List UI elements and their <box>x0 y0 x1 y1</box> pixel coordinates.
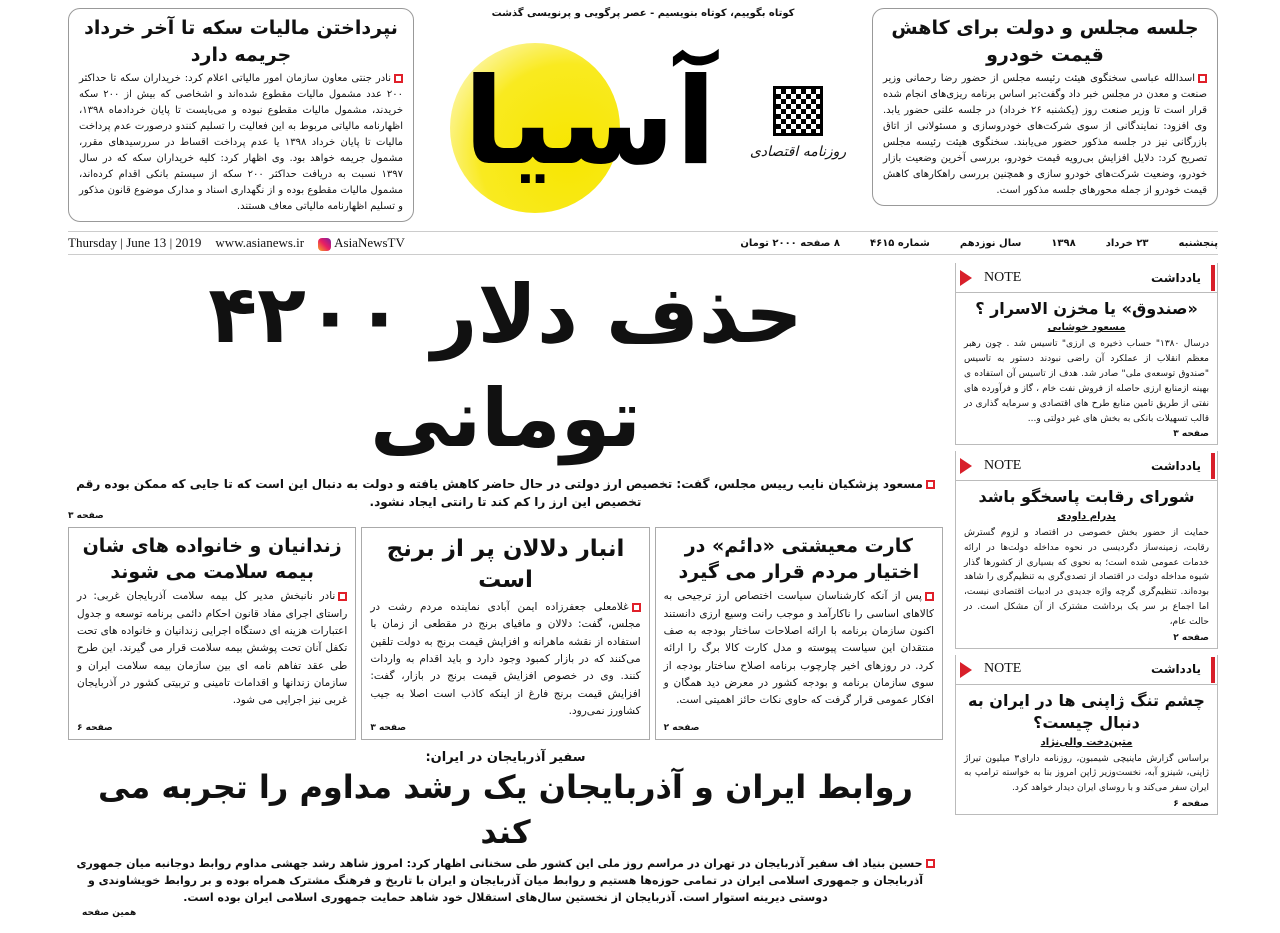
bottom-lead-text: حسین بنیاد اف سفیر آذربایجان در تهران در مراسم روز ملی این کشور طی سخنانی اظهار کرد: امروز شاهد رشد جهشی مداوم روابط دوجانبه میان جمهوری آذربایجان و جمهوری اسلامی ایران در تمامی حوزه‌ها هستیم و روابط میان آذربایجان و ایران با تاریخ و فرهنگ مشترک همراه بوده و بر روابط خویشاوندی و دوستی دیرینه استوار است. آذربایجان از نخستین سال‌های استقلال خود شاهد حمایت جمهوری اسلامی ایران بوده است. <box>76 856 924 904</box>
note-title: چشم تنگ ژاپنی ها در ایران به دنبال چیست؟ <box>968 690 1205 733</box>
right-box-body: اسدالله عباسی سخنگوی هیئت رئیسه مجلس از حضور رضا رحمانی وزیر صنعت و معدن در مجلس خبر داد وگفت:بر اساس برنامه ریزی‌های انجام شده قرار است تا وزیر صنعت روز (یکشنبه ۲۶ خرداد) در جلسه علنی حضور یابد. وی افزود: نمایندگانی از سوی شرکت‌های خودروسازی و مسئولانی از اتاق بازرگانی نیز در جلسه مذکور حضور می‌یابند. سخنگوی هیئت رئیسه مجلس تصریح کرد: دلایل افزایش بی‌رویه قیمت خودرو، بررسی آخرین وضعیت بازار خودرو، وضعیت شرکت‌های خودرو سازی و همچنین بررسی راهکارهای کاهش قیمت خودرو از جمله محورهای جلسه مذکور است. <box>883 73 1208 197</box>
main-page-ref: صفحه ۳ <box>68 511 104 521</box>
note-label-fa: یادداشت <box>1151 662 1201 677</box>
masthead-row <box>68 8 1218 223</box>
column-page-ref: صفحه ۳ <box>370 723 407 734</box>
weekday-en: Thursday <box>68 235 118 250</box>
right-box-title: جلسه مجلس و دولت برای کاهش قیمت خودرو <box>891 17 1199 66</box>
accent-bar <box>1211 265 1215 291</box>
bottom-story <box>68 750 943 918</box>
note-label-fa: یادداشت <box>1151 270 1201 285</box>
note-card <box>955 655 1218 815</box>
date-fa: ۲۳ خرداد <box>1105 237 1149 249</box>
accent-bar <box>1211 453 1215 479</box>
date-en: June 13 <box>126 235 167 250</box>
bullet-icon <box>1198 74 1207 83</box>
bullet-icon <box>925 592 934 601</box>
column-title: انبار دلالان پر از برنج است <box>386 536 625 594</box>
bullet-icon <box>926 480 935 489</box>
news-column <box>68 527 356 740</box>
pages-price: ۸ صفحه ۲۰۰۰ تومان <box>740 237 840 249</box>
instagram-icon <box>318 238 331 251</box>
note-card <box>955 451 1218 648</box>
website-link[interactable]: www.asianews.ir <box>215 235 305 250</box>
left-box-title: نپرداختن مالیات سکه تا آخر خرداد جریمه دارد <box>84 17 398 66</box>
logo-area <box>440 23 740 223</box>
year-en: 2019 <box>175 235 202 250</box>
bottom-kicker: سفیر آذربایجان در ایران: <box>425 750 586 766</box>
triangle-icon <box>960 270 972 286</box>
column-body: پس از آنکه کارشناسان سیاست اختصاص ارز ترجیحی به کالاهای اساسی را ناکارآمد و موجب رانت وسیع ارزی دانستند اکنون سازمان برنامه با ارائه اصلاحات ساختار بودجه به صف منتقدان این سیاست پیوسته و مدل کارت کالا برگ را ارائه کرد. در روزهای اخیر چارچوب برنامه اصلاح ساختار بودجه از سوی سازمان برنامه و بودجه کشور در معرض دید همگان و افکار عمومی قرار گرفت که حاوی نکات حائز اهمیتی است. <box>663 590 934 707</box>
bullet-icon <box>926 859 935 868</box>
logo-row <box>440 23 846 223</box>
note-author: مسعود خوشابی <box>1047 322 1126 334</box>
notes-sidebar <box>955 263 1218 815</box>
column-page-ref: صفحه ۶ <box>77 723 113 734</box>
year-fa: ۱۳۹۸ <box>1051 237 1076 249</box>
bottom-lead <box>68 855 943 906</box>
main-lead-text: مسعود پزشکیان نایب رییس مجلس، گفت: تخصیص ارز دولتی در حال حاضر کاهش یافته و دولت به دنبال این است که تا جایی که ممکن بوده رقم تخصیص این ارز را کم کند تا رانتی ایجاد نشود. <box>76 477 923 509</box>
note-author: پدرام داودی <box>1057 510 1116 522</box>
qr-code-icon <box>773 86 823 136</box>
accent-bar <box>1211 657 1215 683</box>
note-page-ref: صفحه ۳ <box>1173 429 1209 440</box>
column-body: غلامعلی جعفرزاده ایمن آبادی نماینده مردم رشت در مجلس، گفت: دلالان و مافیای برنج در مقطعی از زمان با استفاده از نقشه ماهرانه و افزایش قیمت برنج به دولت تلقین می‌کنند که در بازار کمبود وجود دارد و باید اقدام به واردات کنند. وی در خصوص افزایش قیمت برنج در بازار، گفت: افزایش قیمت برنج فارغ از اینکه کاذب است اصلا به جیب کشاورز نمی‌رود. <box>370 601 641 717</box>
front-page <box>68 0 1218 918</box>
column-page-ref: صفحه ۲ <box>663 723 700 734</box>
bullet-icon <box>632 603 641 612</box>
note-label-en: NOTE <box>984 457 1022 473</box>
masthead <box>420 8 866 223</box>
note-label-fa: یادداشت <box>1151 458 1201 473</box>
column-body: نادر نانبخش مدیر کل بیمه سلامت آذربایجان غربی: در راستای اجرای مفاد قانون احکام دائمی برنامه توسعه و جدول اعتبارات هزینه ای دستگاه اجرایی زندانیان و خانواده های تحت تکفل آنان تحت پوشش بیمه سلامت قرار می گیرند. این طرح طی عقد تفاهم نامه ای بین سازمان بیمه سلامت ایران و سازمان زندانها و اقدامات تامینی و تربیتی کشور در آذربایجان غربی نیز اجرایی می شود. <box>77 590 348 707</box>
note-label-en: NOTE <box>984 661 1022 677</box>
left-news-box <box>68 8 414 222</box>
instagram-handle[interactable]: AsiaNewsTV <box>334 235 405 250</box>
issue-number: شماره ۴۶۱۵ <box>870 237 930 249</box>
column-title: کارت معیشتی «دائم» در اختیار مردم قرار می گیرد <box>678 535 920 583</box>
volume: سال نوزدهم <box>959 237 1022 249</box>
right-news-box <box>872 8 1218 206</box>
masthead-tagline: کوتاه بگوییم، کوتاه بنویسیم - عصر پرگویی و پرنویسی گذشت <box>491 8 795 19</box>
logo-side <box>750 86 846 160</box>
note-body: براساس گزارش ماینیچی شیمبون، روزنامه دارای۳ میلیون تیراژ ژاپنی، شینزو آبه، نخست‌وزیر ژاپن امروز بنا به خواسته ترامپ به ایران سفر می‌کند و با روسای ایران دیدار خواهد کرد. <box>964 753 1210 794</box>
note-label-en: NOTE <box>984 269 1022 285</box>
bottom-headline: روابط ایران و آذربایجان یک رشد مداوم را تجربه می کند <box>98 768 913 852</box>
masthead-subtitle: روزنامه اقتصادی <box>749 144 847 160</box>
news-columns <box>68 527 943 740</box>
news-column <box>361 527 649 740</box>
main-headline: حذف دلار ۴۲۰۰ تومانی <box>208 268 803 465</box>
note-title: شورای رقابت پاسخگو باشد <box>978 487 1195 507</box>
note-body: درسال ۱۳۸۰" حساب ذخیره ی ارزی" تاسیس شد . چون رهبر معظم انقلاب از عملکرد آن راضی نبودند دستور به تاسیس "صندوق توسعه‌ی ملی" صادر شد. هدف از تاسیس آن استفاده ی بهینه ازمنابع ارزی حاصله از فروش نفت خام ، گاز و فرآورده های نفتی از طریق تامین منابع طرح های اقتصادی و سرمایه گذاری در قالب تسهیلات بانکی به بخش های غیر دولتی و... <box>964 339 1209 424</box>
note-body: حمایت از حضور بخش خصوصی در اقتصاد و لزوم گسترش رقابت، زمینه‌ساز دگردیسی در نحوه مداخله دولت‌ها در ارائه خدمات عمومی شده است؛ به نحوی که بسیاری از کشورها گذار شیوه مداخله دولت در اقتصاد از تصدی‌گری به تنظیم‌گری را شاهد بوده‌اند. تنظیم‌گری گرچه واژه جدیدی در ادبیات اقتصادی نیست، اما اجماع بر سر یک برداشت مشترک از آن مشکل است. در حالت عام، <box>964 527 1209 627</box>
info-bar: Thursday | June 13 | 2019 www.asianews.ir AsiaNewsTV پنجشنبه ۲۳ خرداد ۱۳۹۸ سال نوزدهم شماره ۴۶۱۵ ۸ صفحه ۲۰۰۰ تومان <box>68 231 1218 255</box>
column-title: زندانیان و خانواده های شان بیمه سلامت می شوند <box>82 535 342 583</box>
bullet-icon <box>394 74 403 83</box>
bottom-page-ref: همین صفحه <box>82 908 137 919</box>
note-author: متین‌دخت والی‌نژاد <box>1040 736 1133 748</box>
main-area <box>68 263 1218 918</box>
main-lead <box>68 475 943 511</box>
weekday-fa: پنجشنبه <box>1178 237 1218 249</box>
main-column <box>68 263 943 918</box>
triangle-icon <box>960 458 972 474</box>
note-card <box>955 263 1218 445</box>
bullet-icon <box>338 592 347 601</box>
note-page-ref: صفحه ۶ <box>1173 799 1209 810</box>
news-column <box>655 527 943 740</box>
note-page-ref: صفحه ۲ <box>1173 632 1209 643</box>
newspaper-logo: آسیا <box>463 53 717 192</box>
left-box-body: نادر جنتی معاون سازمان امور مالیاتی اعلام کرد: خریداران سکه تا حداکثر ۲۰۰ عدد مشمول مالیات مقطوع شده‌اند و اشخاصی که بیش از ۲۰۰ سکه خریدند، مشمول مالیات مقطوع نبوده و می‌بایست تا پایان خردادماه ۱۳۹۸، اظهارنامه مالیاتی مربوط به این فعالیت را تسلیم کنندو درصورت عدم پرداخت مالیات تا پایان خرداد ۱۳۹۸ یا عدم پرداخت اقساط در سررسیدهای مقرر، مشمول جریمه خواهد بود. وی اظهار کرد: کلیه خریداران سکه که در سال ۱۳۹۷ نسبت به دریافت حداکثر ۲۰۰ سکه از سیستم بانکی اقدام کرده‌اند، مشمول مالیات مقطوع بوده و از نگهداری اسناد و مدارک موضوع قانون مذکور و تسلیم اظهارنامه مالیاتی معاف هستند. <box>79 73 403 213</box>
note-title: «صندوق» یا مخزن الاسرار ؟ <box>975 299 1198 318</box>
triangle-icon <box>960 662 972 678</box>
